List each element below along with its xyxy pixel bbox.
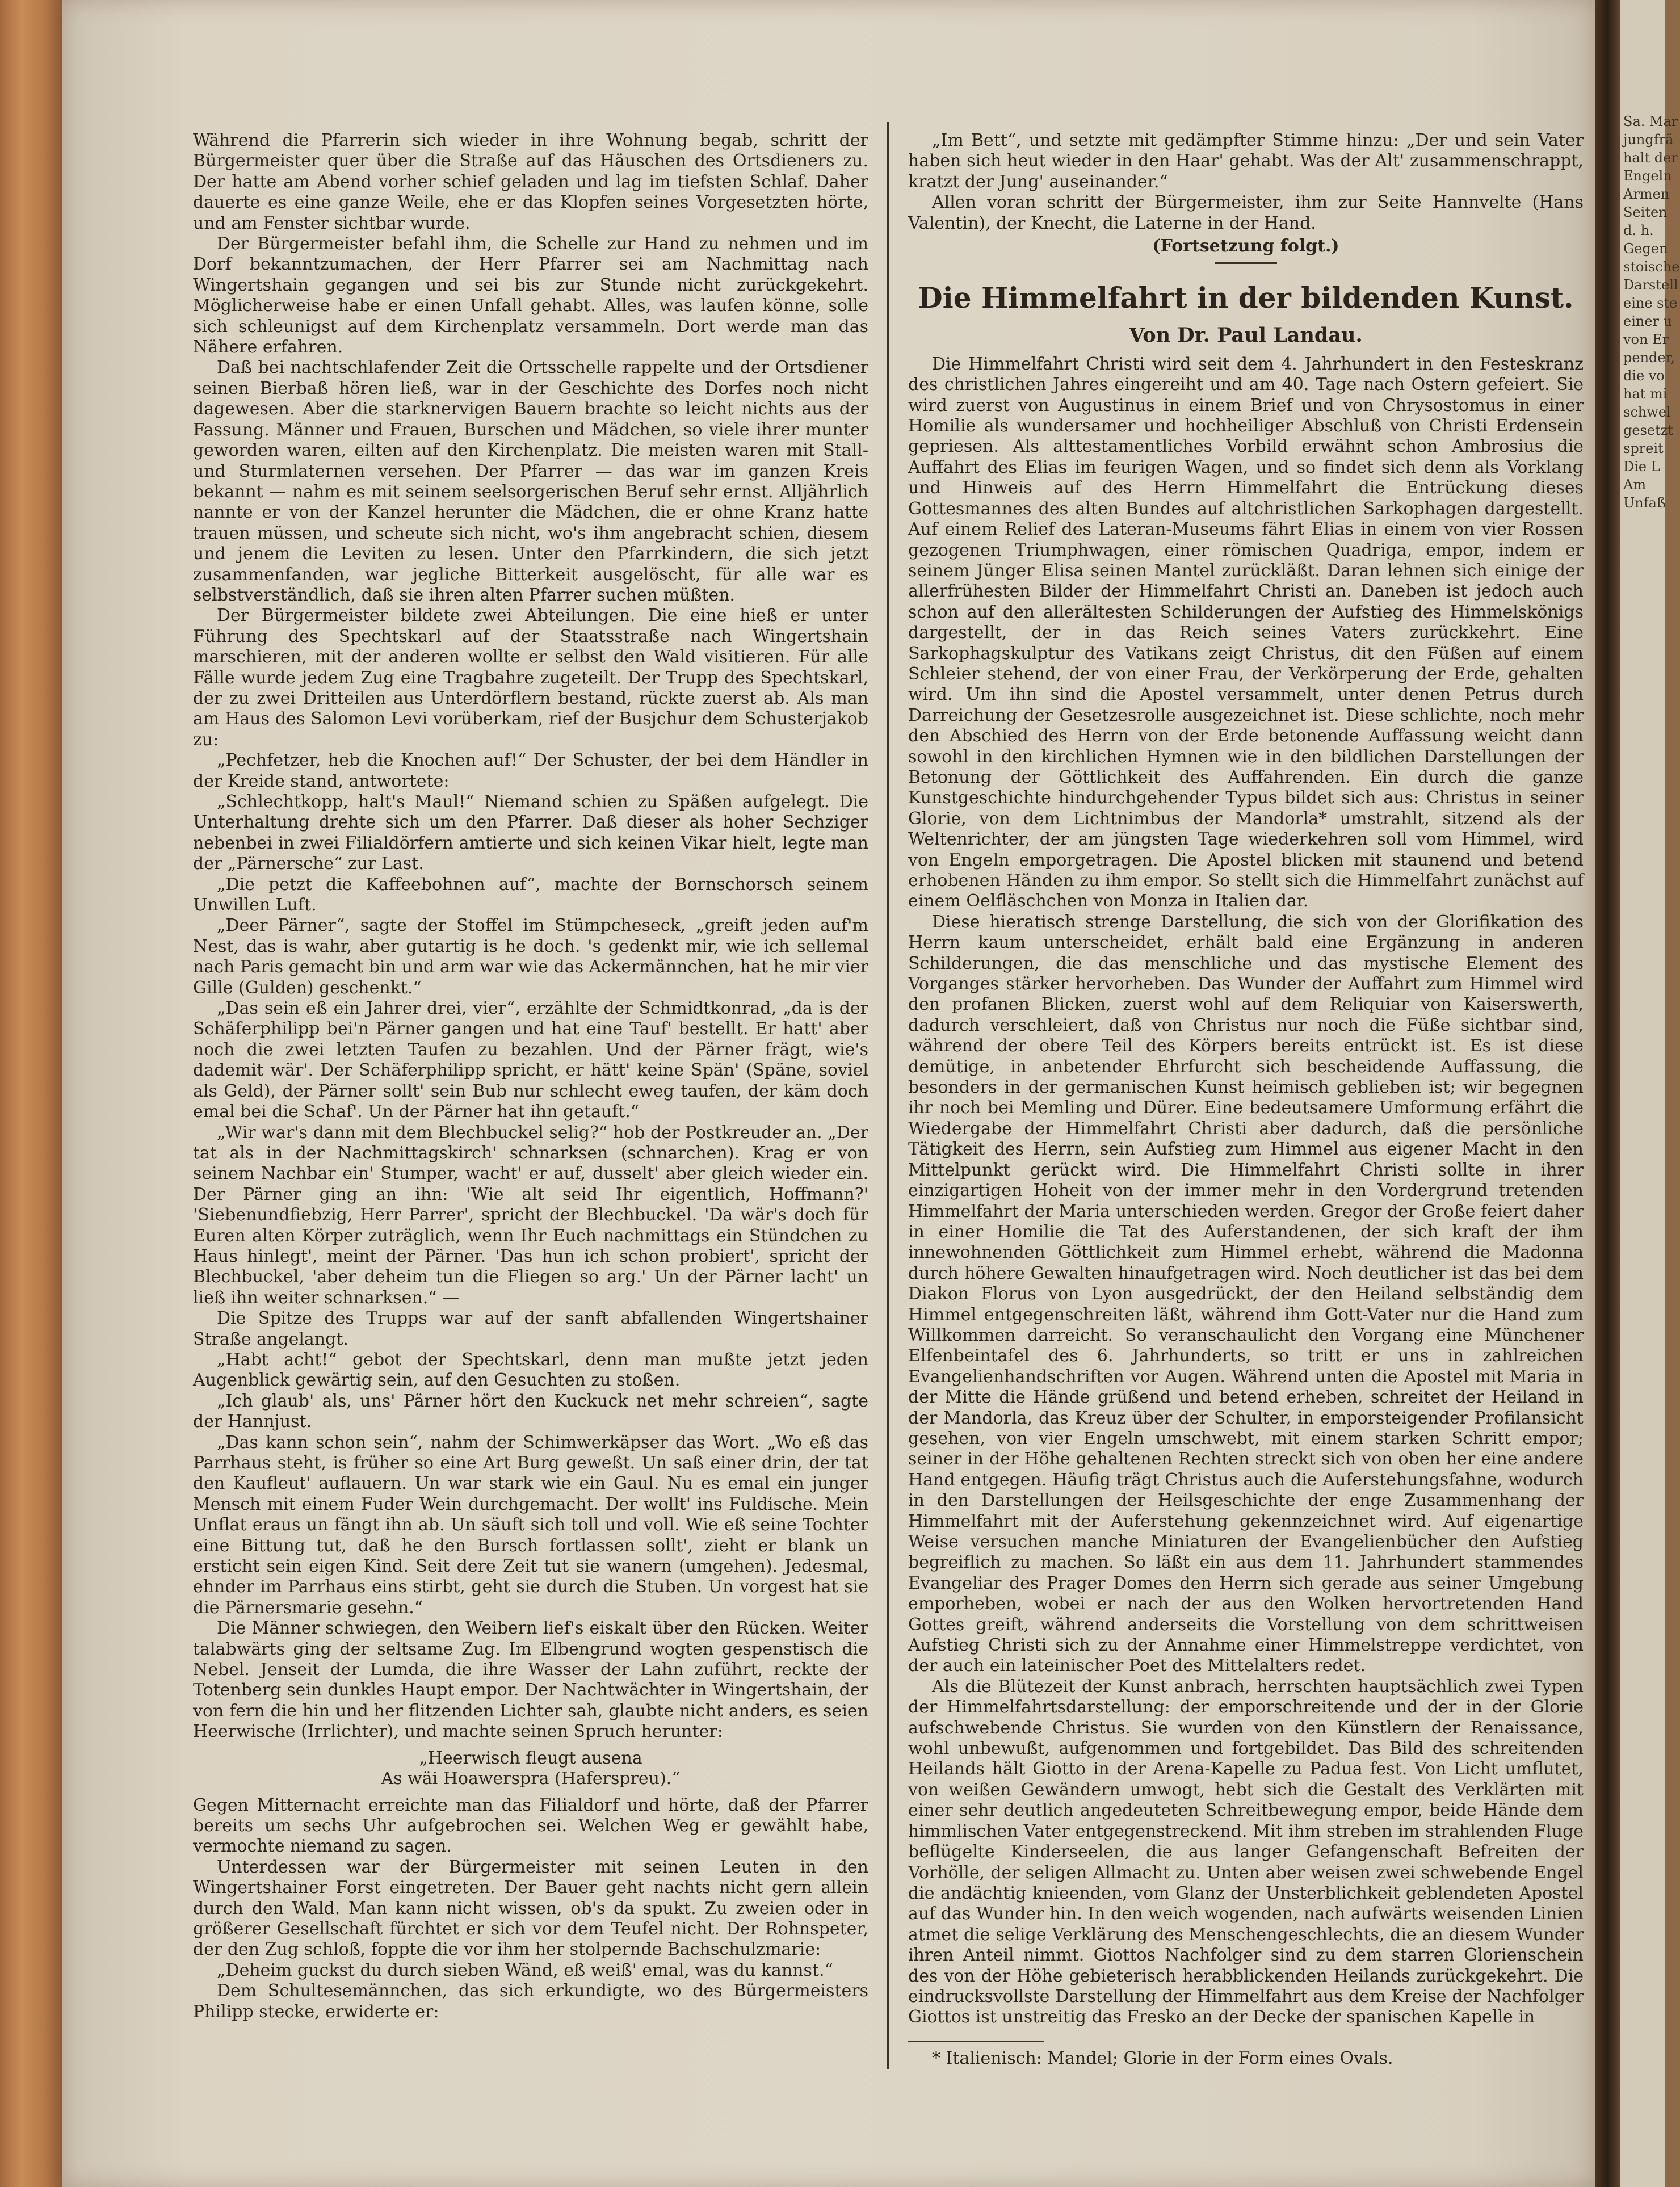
paragraph: Der Bürgermeister bildete zwei Abteilungen. Die eine hieß er unter Führung des Spechtskarl auf der Staatsstraße nach Wingertshain marschieren, mit der anderen wollte er selbst den Wald visitieren. Für alle Fälle wurde jedem Zug eine Tragbahre zugeteilt. Der Trupp des Spechtskarl, der zu zwei Dritteilen aus Unterdörflern bestand, rückte zuerst ab. Als man am Haus des Salomon Levi vorüberkam, rief der Busjchur dem Schusterjakob zu: bbox=[193, 606, 868, 750]
paragraph: „Schlechtkopp, halt's Maul!“ Niemand schien zu Späßen aufgelegt. Die Unterhaltung drehte sich um den Pfarrer. Daß dieser als hoher Sechziger nebenbei in zwei Filialdörfern amtierte und sich keinen Vikar hielt, legte man der „Pärnersche“ zur Last. bbox=[193, 792, 868, 874]
paragraph: „Deheim guckst du durch sieben Wänd, eß weiß' emal, was du kannst.“ bbox=[217, 1960, 833, 1980]
book-gutter bbox=[1595, 0, 1620, 2187]
fragment-text: Seiten bbox=[1623, 204, 1668, 220]
adjacent-page-edge bbox=[1620, 0, 1680, 2187]
left-column bbox=[193, 131, 868, 2022]
paragraph: „Habt acht!“ gebot der Spechtskarl, denn man mußte jetzt jeden Augenblick gewärtig sein, auf den Gesuchten zu stoßen. bbox=[193, 1349, 868, 1391]
paragraph: „Wir war's dann mit dem Blechbuckel selig?“ hob der Postkreuder an. „Der tat als in der Nachmittagskirch' schnarksen (schnarchen). Krag er von seinem Nachbar ein' Stumper, wacht' er auf, dusselt' aber gleich wieder ein. Der Pärner ging an ihn: 'Wie alt seid Ihr eigentlich, Hoffmann?' 'Siebenundfiebzig, Herr Parrer', spricht der Blechbuckel. 'Da wär's doch für Euren alten Körper zuträglich, wenn Ihr Euch nachmittags ein Stündchen zu Haus hinlegt', meint der Pärner. 'Das hun ich schon probiert', spricht der Blechbuckel, 'aber deheim tun die Fliegen so arg.' Un der Pärner lacht' un ließ ihn weiter schnarksen.“ — bbox=[193, 1122, 868, 1308]
fragment-text: Darstell bbox=[1623, 277, 1678, 293]
paragraph: Allen voran schritt der Bürgermeister, ihm zur Seite Hannvelte (Hans Valentin), der Knecht, die Laterne in der Hand. bbox=[908, 192, 1584, 233]
paragraph: Gegen Mitternacht erreichte man das Filialdorf und hörte, daß der Pfarrer bereits um sechs Uhr aufgebrochen sei. Welchen Weg er gewählt habe, vermochte niemand zu sagen. bbox=[193, 1795, 868, 1857]
fragment-text: Engeln bbox=[1623, 168, 1672, 184]
paragraph: Dem Schultesemännchen, das sich erkundigte, wo des Bürgermeisters Philipp stecke, erwiderte er: bbox=[193, 1981, 868, 2022]
paragraph: Der Bürgermeister befahl ihm, die Schelle zur Hand zu nehmen und im Dorf bekanntzumachen, der Herr Pfarrer sei am Nachmittag nach Wingertshain gegangen und sei bis zur Stunde nicht zurückgekehrt. Möglicherweise habe er einen Unfall gehabt. Alles, was laufen könne, solle sich schleunigst auf dem Kirchenplatz versammeln. Dort werde man das Nähere erfahren. bbox=[193, 234, 868, 358]
paragraph: Unterdessen war der Bürgermeister mit seinen Leuten in den Wingertshainer Forst eingetreten. Der Bauer geht nachts nicht gern allein durch den Wald. Man kann nicht wissen, ob's da spukt. Zu zweien oder in größerer Gesellschaft fürchtet er sich vor dem Teufel nicht. Der Rohnspeter, der den Zug schloß, foppte die vor ihm her stolpernde Bachschulzmarie: bbox=[193, 1857, 868, 1960]
fragment-text: Unfaß bbox=[1623, 495, 1666, 511]
fragment-text: Sa. Mar bbox=[1623, 114, 1678, 129]
fragment-text: Armen bbox=[1623, 186, 1670, 202]
footnote: * Italienisch: Mandel; Glorie in der Form eines Ovals. bbox=[932, 2048, 1393, 2068]
paragraph: Die Männer schwiegen, den Weibern lief's eiskalt über den Rücken. Weiter talabwärts ging der seltsame Zug. Im Elbengrund wogten gespenstisch die Nebel. Jenseit der Lumda, die ihre Wasser der Lahn zuführt, reckte der Totenberg sein dunkles Haupt empor. Der Nachtwächter in Wingertshain, der von fern die hin und her flitzenden Lichter sah, glaubte nicht anders, es seien Heerwische (Irrlichter), und machte seinen Spruch herunter: bbox=[193, 1618, 868, 1742]
verse-line bbox=[193, 1748, 868, 1790]
article-author: Von Dr. Paul Landau. bbox=[1129, 324, 1363, 347]
paragraph: Die Himmelfahrt Christi wird seit dem 4. Jahrhundert in den Festeskranz des christlichen Jahres eingereiht und am 40. Tage nach Ostern gefeiert. Sie wird zuerst von Augustinus in einem Brief und von Chrysostomus in einer Homilie als wundersamer und hochheiliger Abschluß von Christi Erdensein gepriesen. Als alttestamentliches Vorbild erwähnt schon Ambrosius die Auffahrt des Elias im feurigen Wagen, und so findet sich denn als Vorklang und Hinweis auf des Herrn Himmelfahrt die Entrückung dieses Gottesmannes des alten Bundes auf altchristlichen Sarkophagen dargestellt. Auf einem Relief des Lateran-Museums fährt Elias in einem von vier Rossen gezogenen Triumphwagen, einer römischen Quadriga, empor, indem er seinem Jünger Elisa seinen Mantel zurückläßt. Daran lehnen sich einige der allerfrühesten Bilder der Himmelfahrt Christi an. Daneben ist jedoch auch schon auf den allerältesten Schilderungen der Aufstieg des Himmelskönigs dargestellt, der in das Reich seines Vaters zurückkehrt. Eine Sarkophagskulptur des Vatikans zeigt Christus, dit den Füßen auf einem Schleier stehend, der von einer Frau, der Verkörperung der Erde, gehalten wird. Um ihn sind die Apostel versammelt, unter denen Petrus durch Darreichung der Gesetzesrolle ausgezeichnet ist. Diese schlichte, noch mehr den Abschied des Herrn von der Erde betonende Auffassung weicht dann sowohl in den kirchlichen Hymnen wie in den bildlichen Darstellungen der Betonung der Göttlichkeit des Auffahrenden. Ein durch die ganze Kunstgeschichte hindurchgehender Typus bildet sich aus: Christus in seiner Glorie, von dem Lichtnimbus der Mandorla* umstrahlt, sitzend als der Weltenrichter, der am jüngsten Tage wiederkehren soll vom Himmel, wird von Engeln emporgetragen. Die Apostel blicken mit staunend und betend erhobenen Händen zu ihm empor. So stellt sich die Himmelfahrt zunächst auf einem Oelfläschchen von Monza in Italien dar. bbox=[908, 354, 1584, 912]
verse-line-1: „Heerwisch fleugt ausena bbox=[419, 1748, 642, 1768]
fragment-text: die vo bbox=[1623, 368, 1665, 384]
fragment-text: spreit bbox=[1623, 440, 1664, 456]
fragment-text: pender, bbox=[1623, 350, 1675, 366]
paragraph: „Pechfetzer, heb die Knochen auf!“ Der Schuster, der bei dem Händler in der Kreide stand, antwortete: bbox=[193, 750, 868, 791]
paragraph: „Deer Pärner“, sagte der Stoffel im Stümpcheseck, „greift jeden auf'm Nest, das is wahr, aber gutartig is he doch. 's gedenkt mir, wie ich sellemal nach Paris gemacht bin und arm war wie das Ackermännchen, hat he mir vier Gille (Gulden) geschenkt.“ bbox=[193, 916, 868, 998]
paragraph: Während die Pfarrerin sich wieder in ihre Wohnung begab, schritt der Bürgermeister quer über die Straße auf das Häuschen des Ortsdieners zu. Der hatte am Abend vorher schief geladen und lag im tiefsten Schlaf. Daher dauerte es eine ganze Weile, ehe er das Klopfen seines Vorgesetzten hörte, und am Fenster sichtbar wurde. bbox=[193, 131, 868, 233]
fragment-text: eine ste bbox=[1623, 295, 1678, 311]
fragment-text: hat mi bbox=[1623, 386, 1668, 402]
paragraph: „Das sein eß ein Jahrer drei, vier“, erzählte der Schmidtkonrad, „da is der Schäferphilipp bei'n Pärner gangen und hat eine Tauf' bestellt. Er hatt' aber noch die zwei letzten Taufen zu bezahlen. Und der Pärner frägt, wie's dademit wär'. Der Schäferphilipp spricht, er hätt' keine Spän' (Späne, soviel als Geld), der Pärner sollt' sein Bub nur schlecht eweg taufen, der käm doch emal bei die Schaf'. Un der Pärner hat ihn getauft.“ bbox=[193, 998, 868, 1122]
continuation-note: (Fortsetzung folgt.) bbox=[1152, 236, 1339, 257]
section-divider bbox=[1215, 262, 1277, 264]
fragment-text: von Er bbox=[1623, 331, 1669, 347]
paragraph: Die Spitze des Trupps war auf der sanft abfallenden Wingertshainer Straße angelangt. bbox=[193, 1308, 868, 1349]
fragment-text: d. h. bbox=[1623, 223, 1654, 238]
verse-line-2: As wäi Hoawerspra (Haferspreu).“ bbox=[381, 1769, 681, 1789]
fragment-text: gesetzt bbox=[1623, 422, 1674, 438]
paragraph: „Das kann schon sein“, nahm der Schimwerkäpser das Wort. „Wo eß das Parrhaus steht, is früher so eine Art Burg geweßt. Un saß einer drin, der tat den Kaufleut' auflauern. Un war stark wie ein Gaul. Nu es emal ein junger Mensch mit einem Fuder Wein durchgemacht. Der wollt' ins Fuldische. Mein Unflat eraus un fängt ihn ab. Un säuft sich toll und voll. Wie eß seine Tochter eine Bittung tut, daß he den Bursch fortlassen sollt', zieht er blank un ersticht sein eigen Kind. Seit dere Zeit tut sie wanern (umgehen). Jedesmal, ehnder im Parrhaus eins stirbt, geht sie durch die Stuben. Un vorgest hat sie die Pärnersmarie gesehn.“ bbox=[193, 1432, 868, 1618]
paragraph: „Die petzt die Kaffeebohnen auf“, machte der Bornschorsch seinem Unwillen Luft. bbox=[193, 874, 868, 916]
fragment-text: einer u bbox=[1623, 313, 1673, 329]
paragraph: Daß bei nachtschlafender Zeit die Ortsschelle rappelte und der Ortsdiener seinen Bierbaß hören ließ, war in der Geschichte des Dorfes noch nicht dagewesen. Aber die starknervigen Bauern brachte so leicht nichts aus der Fassung. Männer und Frauen, Burschen und Mädchen, so viele ihrer munter geworden waren, eilten auf den Kirchenplatz. Die meisten waren mit Stall- und Sturmlaternen versehen. Der Pfarrer — das war im ganzen Kreis bekannt — nahm es mit seinem seelsorgerischen Beruf sehr ernst. Alljährlich nannte er von der Kanzel herunter die Mädchen, die er ohne Kranz hatte trauen müssen, und scheute sich nicht, wo's ihm angebracht schien, diesem und jenem die Leviten zu lesen. Unter den Pfarrkindern, die sich jetzt zusammenfanden, war jegliche Bitterkeit ausgelöscht, für alle war es selbstverständlich, daß sie ihren alten Pfarrer suchen müßten. bbox=[193, 358, 868, 605]
fragment-text: halt der bbox=[1623, 150, 1678, 166]
paragraph: „Ich glaub' als, uns' Pärner hört den Kuckuck net mehr schreien“, sagte der Hannjust. bbox=[193, 1391, 868, 1432]
paragraph: „Im Bett“, und setzte mit gedämpfter Stimme hinzu: „Der und sein Vater haben sich heut wieder in den Haar' gehabt. Was der Alt' zusammenschrappt, kratzt der Jung' auseinander.“ bbox=[908, 131, 1584, 192]
fragment-text: stoische bbox=[1623, 259, 1680, 275]
paragraph: Diese hieratisch strenge Darstellung, die sich von der Glorifikation des Herrn kaum unterscheidet, erhält bald eine Ergänzung in anderen Schilderungen, die das menschliche und das mystische Element des Vorganges stärker hervorheben. Das Wunder der Auffahrt zum Himmel wird den profanen Blicken, zuerst wohl auf dem Reliquiar von Kaiserswerth, dadurch verschleiert, daß von Christus nur noch die Füße sichtbar sind, während der obere Teil des Körpers bereits entrückt ist. Es ist diese demütige, in anbetender Ehrfurcht sich bescheidende Auffassung, die besonders in der germanischen Kunst heimisch geblieben ist; wir begegnen ihr noch bei Memling und Dürer. Eine bedeutsamere Umformung erfährt die Wiedergabe der Himmelfahrt Christi aber dadurch, daß die persönliche Tätigkeit des Herrn, sein Aufstieg zum Himmel aus eigener Macht in den Mittelpunkt gerückt wird. Die Himmelfahrt Christi sollte in ihrer einzigartigen Hoheit von der immer mehr in den Vordergrund tretenden Himmelfahrt der Maria unterschieden werden. Gregor der Große feiert daher in einer Homilie die Tat des Auferstandenen, der sich kraft der ihm innewohnenden Göttlichkeit zum Himmel erhebt, während die Madonna durch höhere Gewalten hinaufgetragen wird. Noch deutlicher ist das bei dem Diakon Florus von Lyon ausgedrückt, der den Heiland selbständig dem Himmel entgegenschreiten läßt, während ihm Gott-Vater nur die Hand zum Willkommen darreicht. So veranschaulicht den Vorgang eine Münchener Elfenbeintafel des 6. Jahrhunderts, so tritt er uns in zahlreichen Evangelienhandschriften vor Augen. Während unten die Apostel mit Maria in der Mitte die Hände grüßend und betend erheben, schreitet der Heiland in der Mandorla, das Kreuz über der Schulter, in emporsteigender Profilansicht gesehen, von vier Engeln umschwebt, mit einem starken Schritt empor; seiner in der Höhe gehaltenen Rechten streckt sich von oben her eine andere Hand entgegen. Häufig trägt Christus auch die Auferstehungsfahne, wodurch in den Darstellungen der Heilsgeschichte der enge Zusammenhang der Himmelfahrt mit der Auferstehung gekennzeichnet wird. Auf eigenartige Weise versuchen manche Miniaturen der Evangelienbücher den Aufstieg begreiflich zu machen. So läßt ein aus dem 11. Jahrhundert stammendes Evangeliar des Prager Domes den Herrn sich gerade aus seiner Umgebung emporheben, wobei er nach der aus den Wolken hervortretenden Hand Gottes greift, während anderseits die Vorstellung von dem schrittweisen Aufstieg Christi sich zu der Annahme einer Himmelstreppe verdichtet, von der auch ein lateinischer Poet des Mittelalters redet. bbox=[908, 912, 1584, 1676]
right-column bbox=[908, 131, 1584, 2070]
article-title: Die Himmelfahrt in der bildenden Kunst. bbox=[918, 281, 1574, 315]
fragment-text: jungfrä bbox=[1623, 132, 1674, 148]
book-binding-edge bbox=[0, 0, 62, 2187]
fragment-text: Gegen bbox=[1623, 241, 1668, 257]
fragment-text: schwel bbox=[1623, 404, 1671, 420]
fragment-text: Am bbox=[1623, 477, 1647, 493]
fragment-text: Die L bbox=[1623, 459, 1660, 475]
column-divider bbox=[887, 122, 889, 2069]
paragraph: Als die Blütezeit der Kunst anbrach, herrschten hauptsächlich zwei Typen der Himmelfahrtsdarstellung: der emporschreitende und der in der Glorie aufschwebende Christus. Sie wurden von den Künstlern der Renaissance, wohl unbewußt, aufgenommen und fortgebildet. Das Bild des schreitenden Heilands hält Giotto in der Arena-Kapelle zu Padua fest. Von Licht umflutet, von weißen Gewändern umwogt, hebt sich die Gestalt des Verklärten mit einer sehr deutlich angedeuteten Schreitbewegung empor, beide Hände dem himmlischen Vater entgegenstreckend. Mit ihm streben im strahlenden Fluge beflügelte Kinderseelen, die aus langer Gefangenschaft Befreiten der Vorhölle, der seligen Allmacht zu. Unten aber weisen zwei schwebende Engel die andächtig knieenden, vom Glanz der Unsterblichkeit geblendeten Apostel auf das Wunder hin. In den weich wogenden, nach aufwärts weisenden Linien atmet die selige Verklärung des Menschengeschlechts, die an diesem Wunder ihren Anteil nimmt. Giottos Nachfolger sind zu dem starren Glorienschein des von der Höhe gebieterisch herabblickenden Heilands zurückgekehrt. Die eindrucksvollste Darstellung der Himmelfahrt aus dem Kreise der Nachfolger Giottos ist unstreitig das Fresko an der Decke der spanischen Kapelle in bbox=[908, 1676, 1584, 2028]
footnote-divider bbox=[908, 2041, 1044, 2042]
